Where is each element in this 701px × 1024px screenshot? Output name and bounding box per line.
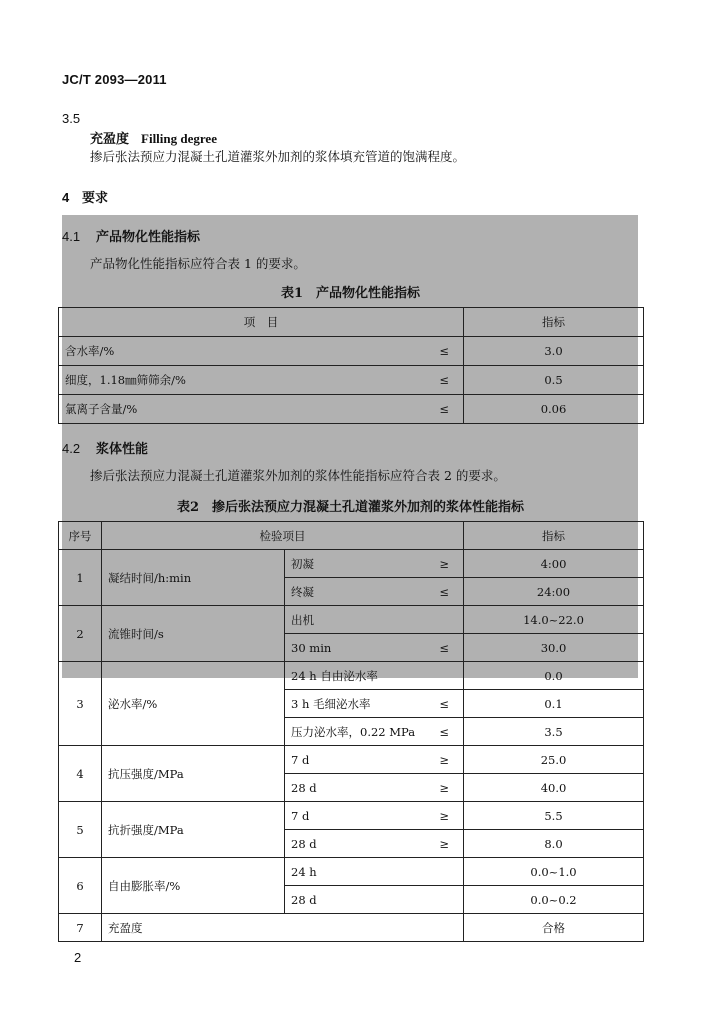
table2-sub-symbol: ≥ [439, 752, 449, 767]
table2-cell-value: 0.0~1.0 [464, 858, 644, 886]
section-4-2-text: 掺后张法预应力混凝土孔道灌浆外加剂的浆体性能指标应符合表 2 的要求。 [90, 468, 506, 483]
table2-cell-value: 合格 [464, 914, 644, 942]
table2-sub-label: 初凝 [291, 556, 314, 571]
section-3-5-number: 3.5 [62, 111, 81, 126]
section-4-2-heading [62, 438, 148, 457]
table2-caption: 表2 掺后张法预应力混凝土孔道灌浆外加剂的浆体性能指标 [176, 500, 525, 515]
table2-sub-label: 终凝 [291, 584, 314, 599]
table2-sub-label: 7 d [291, 808, 310, 823]
table1-caption: 表1 产品物化性能指标 [280, 286, 421, 301]
table1-cell-item [59, 395, 464, 424]
table1-cell-value: 0.06 [464, 395, 644, 424]
table2-cell-value: 8.0 [464, 830, 644, 858]
table2-sub-symbol: ≥ [439, 836, 449, 851]
table2-sub-symbol: ≤ [439, 696, 449, 711]
table2-cell-value: 0.0 [464, 662, 644, 690]
table2-cell-name: 流锥时间/s [102, 606, 285, 662]
table2-cell-sub [285, 774, 464, 802]
table2-sub-symbol: ≥ [439, 780, 449, 795]
table1 [58, 307, 644, 424]
table1-item-label: 含水率/% [65, 344, 115, 358]
table2-sub-symbol: ≤ [439, 640, 449, 655]
section-4-1-title: 产品物化性能指标 [96, 230, 201, 245]
table2-header-value: 指标 [464, 522, 644, 550]
table2-sub-label: 7 d [291, 752, 310, 767]
section-4-2-number: 4.2 [62, 441, 81, 456]
table1-header-value: 指标 [464, 308, 644, 337]
term-zh: 充盈度 [90, 132, 130, 147]
section-4-1-heading [62, 226, 200, 245]
term-heading [90, 128, 217, 147]
table2-cell-sub [285, 606, 464, 634]
table2-header-item: 检验项目 [102, 522, 464, 550]
table2-cell-value: 0.0~0.2 [464, 886, 644, 914]
table-row [59, 395, 644, 424]
table2-cell-value: 5.5 [464, 802, 644, 830]
table-row [59, 914, 644, 942]
table-row [59, 858, 644, 886]
table2-cell-sub [285, 886, 464, 914]
table2-cell-sub [285, 802, 464, 830]
table2-cell-sub [285, 690, 464, 718]
table-row [59, 662, 644, 690]
table2-sub-symbol: ≤ [439, 724, 449, 739]
table2-header-no: 序号 [59, 522, 102, 550]
table2-cell-no: 1 [59, 550, 102, 606]
section-4-title: 要求 [82, 191, 109, 206]
table2-sub-symbol: ≤ [439, 584, 449, 599]
table1-cell-value: 0.5 [464, 366, 644, 395]
table-row [59, 366, 644, 395]
table2-cell-no: 3 [59, 662, 102, 746]
table1-cell-item [59, 337, 464, 366]
table2 [58, 521, 644, 942]
table1-item-label: 细度，1.18㎜筛筛余/% [65, 373, 186, 387]
table2-cell-value: 3.5 [464, 718, 644, 746]
table2-cell-sub [285, 746, 464, 774]
table2-sub-label: 24 h [291, 864, 317, 879]
table2-cell-no: 6 [59, 858, 102, 914]
table2-cell-no: 5 [59, 802, 102, 858]
section-4-heading [62, 187, 108, 206]
table2-cell-name: 凝结时间/h:min [102, 550, 285, 606]
table2-cell-name: 自由膨胀率/% [102, 858, 285, 914]
table2-cell-value: 25.0 [464, 746, 644, 774]
table2-cell-no: 2 [59, 606, 102, 662]
table2-cell-sub [285, 578, 464, 606]
table1-cell-item [59, 366, 464, 395]
table2-cell-no: 4 [59, 746, 102, 802]
table2-cell-value: 14.0~22.0 [464, 606, 644, 634]
table-row [59, 550, 644, 578]
table2-cell-name: 泌水率/% [102, 662, 285, 746]
table1-item-symbol: ≤ [439, 402, 449, 416]
table2-sub-symbol: ≥ [439, 556, 449, 571]
table2-sub-label: 出机 [291, 612, 314, 627]
table2-cell-name: 抗压强度/MPa [102, 746, 285, 802]
table2-sub-label: 28 d [291, 836, 317, 851]
table1-item-label: 氯离子含量/% [65, 402, 138, 416]
table-row [59, 746, 644, 774]
section-4-1-text: 产品物化性能指标应符合表 1 的要求。 [90, 256, 306, 271]
table1-item-symbol: ≤ [439, 344, 449, 358]
table-row [59, 802, 644, 830]
table2-cell-value: 4:00 [464, 550, 644, 578]
term-en: Filling degree [141, 131, 217, 146]
term-definition: 掺后张法预应力混凝土孔道灌浆外加剂的浆体填充管道的饱满程度。 [90, 149, 466, 164]
table2-cell-sub [285, 550, 464, 578]
table2-cell-value: 24:00 [464, 578, 644, 606]
section-4-number: 4 [62, 190, 70, 205]
standard-code: JC/T 2093—2011 [62, 72, 167, 87]
table2-sub-label: 30 min [291, 640, 332, 655]
table2-cell-value: 30.0 [464, 634, 644, 662]
table2-cell-sub [285, 830, 464, 858]
table1-item-symbol: ≤ [439, 373, 449, 387]
table1-header-row [59, 308, 644, 337]
table2-cell-value: 40.0 [464, 774, 644, 802]
section-4-2-title: 浆体性能 [96, 442, 149, 457]
table1-cell-value: 3.0 [464, 337, 644, 366]
table2-cell-no: 7 [59, 914, 102, 942]
table2-header-row [59, 522, 644, 550]
table2-sub-label: 28 d [291, 892, 317, 907]
table2-sub-label: 24 h 自由泌水率 [291, 668, 378, 683]
table2-sub-label: 28 d [291, 780, 317, 795]
table2-cell-sub [285, 662, 464, 690]
page-number: 2 [74, 950, 82, 965]
table2-cell-sub [285, 858, 464, 886]
table2-cell-name: 充盈度 [102, 914, 464, 942]
table2-sub-symbol: ≥ [439, 808, 449, 823]
table2-sub-label: 压力泌水率，0.22 MPa [291, 724, 416, 739]
table2-cell-sub [285, 634, 464, 662]
table2-cell-sub [285, 718, 464, 746]
table2-cell-value: 0.1 [464, 690, 644, 718]
section-4-1-number: 4.1 [62, 229, 81, 244]
table1-header-item: 项 目 [59, 308, 464, 337]
table2-cell-name: 抗折强度/MPa [102, 802, 285, 858]
table2-sub-label: 3 h 毛细泌水率 [291, 696, 371, 711]
table-row [59, 606, 644, 634]
table-row [59, 337, 644, 366]
